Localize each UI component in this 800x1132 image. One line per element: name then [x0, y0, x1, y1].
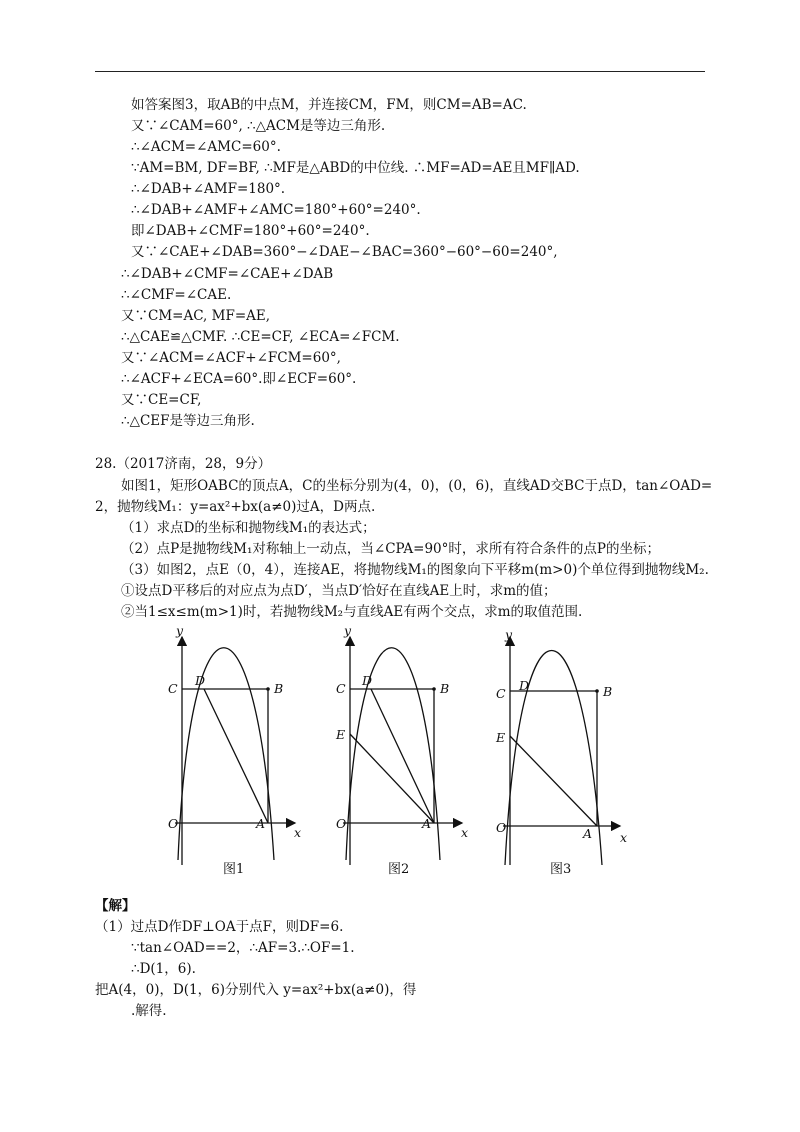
label-e: E	[496, 730, 506, 745]
label-o: O	[496, 820, 507, 835]
label-d: D	[362, 673, 373, 688]
label-y: y	[505, 627, 513, 642]
label-b: B	[440, 681, 450, 696]
proof-line: ∵AM=BM, DF=BF, ∴MF是△ABD的中位线. ∴MF=AD=AE且MF∥AD.	[131, 160, 580, 176]
problem-line: ②当1≤x≤m(m>1)时，若抛物线M₂与直线AE有两个交点，求m的取值范围.	[121, 604, 583, 620]
solution-line: 把A(4，0)，D(1，6)分别代入 y=ax²+bx(a≠0)，得	[95, 982, 417, 998]
label-e: E	[336, 727, 346, 742]
label-b: B	[603, 684, 613, 699]
figure-2	[343, 637, 462, 865]
problem-line: 2，抛物线M₁：y=ax²+bx(a≠0)过A，D两点.	[95, 499, 376, 515]
figure-1	[175, 637, 295, 865]
figures	[150, 625, 650, 885]
label-y: y	[176, 625, 184, 638]
label-x: x	[461, 825, 469, 840]
solution-line: ∵tan∠OAD==2，∴AF=3.∴OF=1.	[131, 940, 355, 956]
label-b: B	[274, 681, 284, 696]
proof-line: 又∵∠ACM=∠ACF+∠FCM=60°,	[121, 350, 341, 366]
point-b	[266, 687, 270, 691]
label-d: D	[519, 678, 530, 693]
point-b	[432, 687, 436, 691]
proof-line: 又∵∠CAM=60°, ∴△ACM是等边三角形.	[131, 118, 386, 134]
label-a: A	[256, 816, 266, 831]
label-c: C	[336, 681, 346, 696]
proof-line: 即∠DAB+∠CMF=180°+60°=240°.	[131, 223, 370, 239]
proof-line: ∴△CEF是等边三角形.	[121, 413, 255, 429]
proof-line: 又∵∠CAE+∠DAB=360°−∠DAE−∠BAC=360°−60°−60=240°,	[131, 244, 558, 260]
proof-line: ∴∠CMF=∠CAE.	[121, 287, 232, 303]
label-c: C	[496, 686, 506, 701]
proof-line: ∴∠DAB+∠AMF=180°.	[131, 181, 286, 197]
proof-line: 又∵CE=CF,	[121, 392, 202, 408]
label-a: A	[583, 826, 593, 841]
proof-line: ∴△CAE≌△CMF. ∴CE=CF, ∠ECA=∠FCM.	[121, 329, 400, 345]
problem-line: （3）如图2，点E（0，4），连接AE，将抛物线M₁的图象向下平移m(m>0)个单位得到抛物线M₂.	[121, 562, 709, 578]
proof-line: ∴∠DAB+∠AMF+∠AMC=180°+60°=240°.	[131, 202, 421, 218]
proof-line: 如答案图3，取AB的中点M，并连接CM，FM，则CM=AB=AC.	[131, 97, 527, 113]
problem-line: 如图1，矩形OABC的顶点A，C的坐标分别为(4，0)，(0，6)，直线AD交BC于点D，tan∠OAD=	[121, 478, 713, 494]
point-b	[595, 689, 599, 693]
problem-header: 28.（2017济南，28，9分）	[95, 456, 272, 472]
problem-line: ①设点D平移后的对应点为点D′，当点D′恰好在直线AE上时，求m的值；	[121, 583, 557, 599]
problem-line: （2）点P是抛物线M₁对称轴上一动点，当∠CPA=90°时，求所有符合条件的点P的坐标；	[121, 541, 660, 557]
solution-title: 【解】	[95, 898, 136, 914]
label-o: O	[336, 816, 347, 831]
label-y: y	[344, 625, 352, 638]
solution-line: ∴D(1，6).	[131, 961, 196, 977]
header-rule	[95, 71, 705, 72]
segment-ea	[350, 734, 434, 823]
figure-caption-3: 图3	[550, 862, 572, 877]
label-d: D	[195, 673, 206, 688]
segment-da	[371, 689, 434, 823]
problem-line: （1）求点D的坐标和抛物线M₁的表达式；	[121, 520, 376, 536]
segment-ea	[510, 736, 597, 826]
label-a: A	[422, 816, 432, 831]
figure-caption-2: 图2	[388, 862, 410, 877]
solution-line: （1）过点D作DF⊥OA于点F，则DF=6.	[95, 919, 344, 935]
figure-3	[503, 637, 620, 865]
proof-line: ∴∠DAB+∠CMF=∠CAE+∠DAB	[121, 266, 334, 282]
proof-line: 又∵CM=AC, MF=AE,	[121, 308, 271, 324]
proof-line: ∴∠ACM=∠AMC=60°.	[131, 139, 281, 155]
label-c: C	[168, 681, 178, 696]
label-x: x	[294, 825, 302, 840]
label-x: x	[620, 830, 628, 845]
figure-caption-1: 图1	[223, 862, 245, 877]
segment-da	[204, 689, 268, 823]
label-o: O	[168, 816, 179, 831]
solution-line: .解得.	[131, 1003, 167, 1019]
proof-line: ∴∠ACF+∠ECA=60°.即∠ECF=60°.	[121, 371, 357, 387]
